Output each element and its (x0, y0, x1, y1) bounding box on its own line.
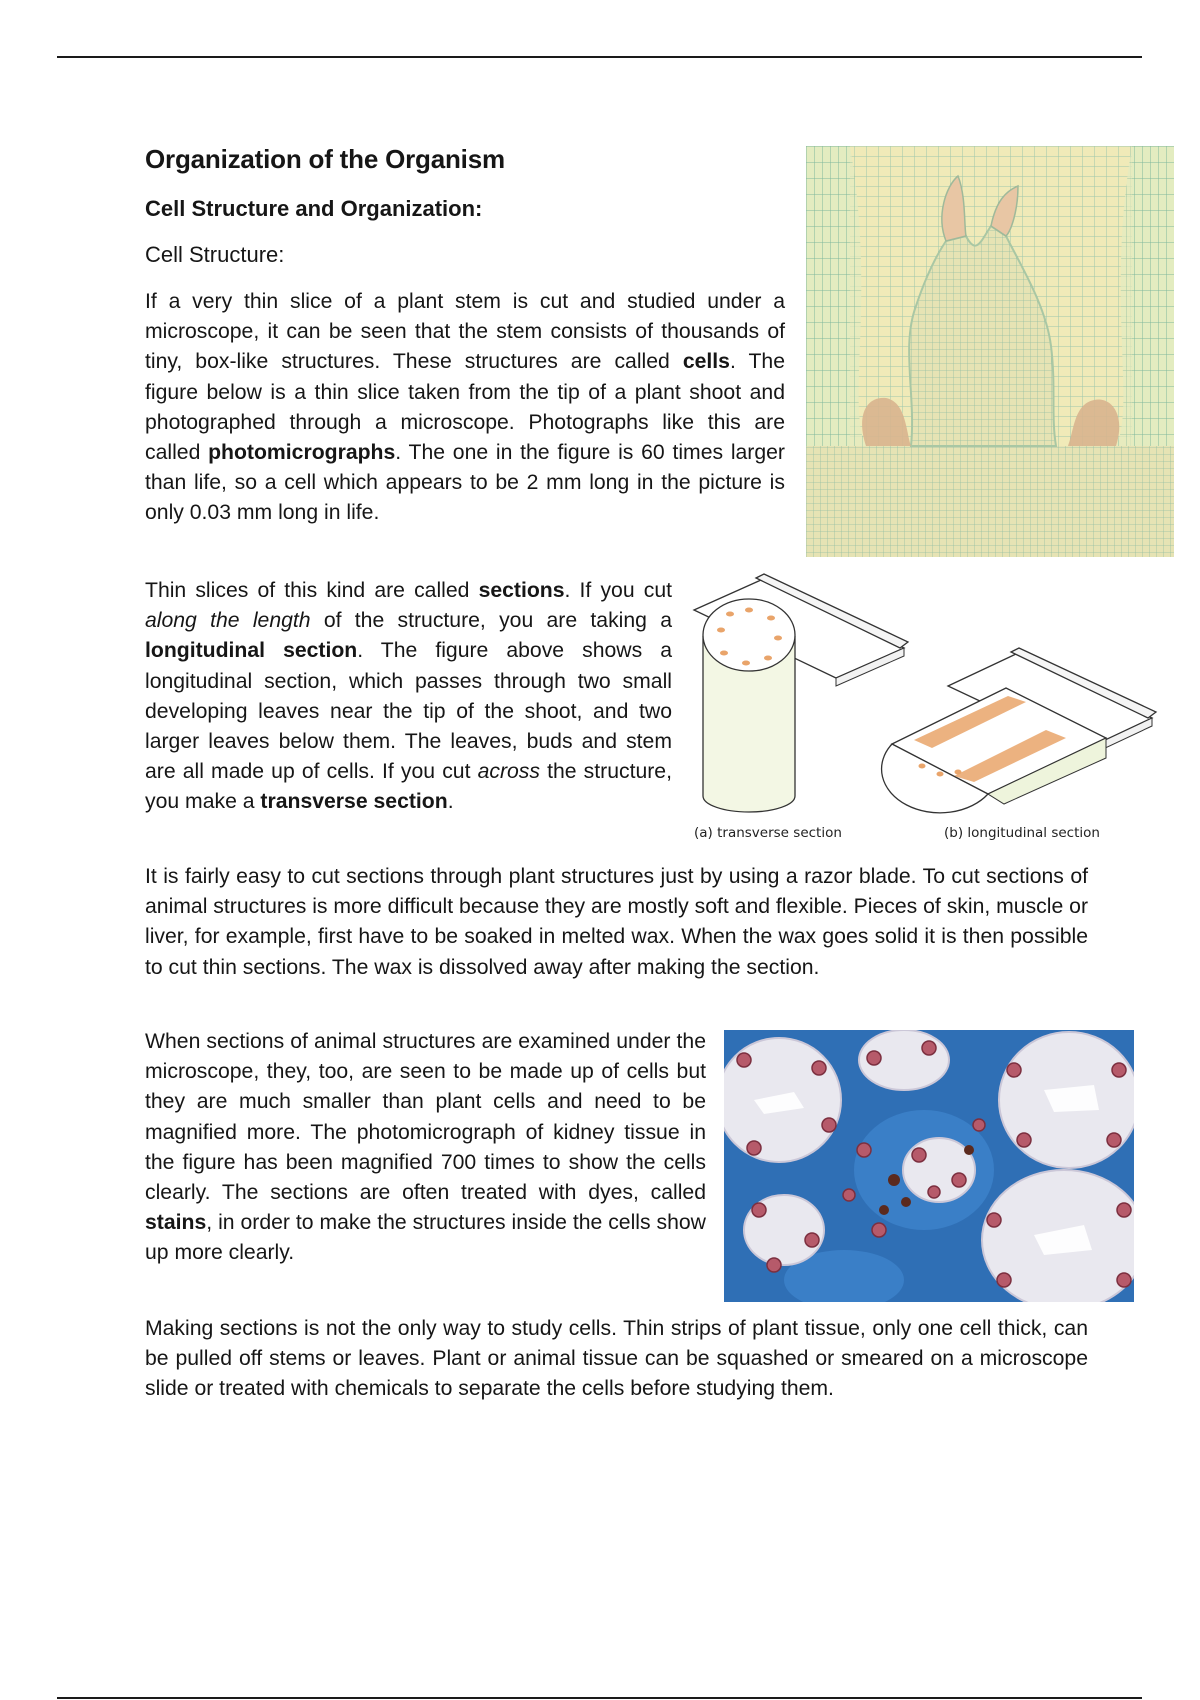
para2-text-3: of the structure, you are taking a (310, 609, 673, 633)
paragraph-cells (145, 287, 785, 529)
term-transverse-section: transverse section (260, 790, 448, 814)
emphasis-across: across (477, 760, 540, 784)
section-diagram (686, 568, 1166, 848)
caption-transverse: (a) transverse section (694, 825, 842, 841)
term-longitudinal-section: longitudinal section (145, 639, 358, 663)
paragraph-other-methods: Making sections is not the only way to study cells. Thin strips of plant tissue, only one cell thick, can be pulled off stems or leaves. Plant or animal tissue can be squashed or smeared on a microscope slide or treated with chemicals to separate the cells before studying them. (145, 1317, 1088, 1401)
caption-longitudinal: (b) longitudinal section (944, 825, 1100, 841)
paragraph-animal-sections (145, 1027, 706, 1269)
stem-cylinder-transverse (703, 599, 795, 812)
para4-text-1: When sections of animal structures are examined under the microscope, they, too, are seen to be made up of cells but they are much smaller than plant cells and need to be magnified more. The photomicrograph of kidney tissue in the figure has been magnified 700 times to show the cells clearly. The sections are often treated with dyes, called (145, 1030, 706, 1205)
para1-text-2: . The figure below is a thin slice taken from the tip of a plant shoot and photographed through a microscope. Photographs like this are called (145, 350, 786, 465)
term-cells: cells (682, 350, 730, 374)
kidney-tissue-photomicrograph (724, 1030, 1134, 1302)
para2-text-4: . The figure above shows a longitudinal section, which passes through two small developing leaves near the tip of the shoot, and two larger leaves below them. The leaves, buds and stem are all made up of cells. If you cut (145, 639, 672, 784)
emphasis-along-length: along the length (145, 609, 311, 633)
bottom-rule (57, 1697, 1142, 1699)
para2-text-5: the structure, you make a (145, 760, 672, 814)
para1-text-3: . The one in the figure is 60 times larger than life, so a cell which appears to be 2 mm long in the picture is only 0.03 mm long in life. (145, 441, 785, 525)
term-photomicrographs: photomicrographs (208, 441, 396, 465)
shoot-tip-photomicrograph (806, 146, 1174, 557)
para1-text-1: If a very thin slice of a plant stem is cut and studied under a microscope, it can be seen that the stem consists of thousands of tiny, box-like structures. These structures are called (145, 290, 785, 374)
para2-text-2: . If you cut (564, 579, 672, 602)
para2-text-6: . (447, 790, 454, 814)
section-subtitle: Cell Structure and Organization: (145, 196, 483, 221)
minor-heading: Cell Structure: (145, 242, 285, 267)
paragraph-cutting-sections: It is fairly easy to cut sections through plant structures just by using a razor blade. To cut sections of animal structures is more difficult because they are mostly soft and flexible. Pieces of skin, muscle or liver, for example, first have to be soaked in melted wax. When the wax goes solid it is then possible to cut thin sections. The wax is dissolved away after making the section. (145, 865, 1088, 979)
term-sections: sections (478, 579, 565, 602)
para4-text-2: , in order to make the structures inside the cells show up more clearly. (145, 1211, 706, 1265)
paragraph-sections (145, 576, 672, 818)
term-stains: stains (145, 1211, 207, 1235)
page-title: Organization of the Organism (145, 144, 505, 174)
para2-text-1: Thin slices of this kind are called (145, 579, 479, 602)
top-rule (57, 56, 1142, 58)
